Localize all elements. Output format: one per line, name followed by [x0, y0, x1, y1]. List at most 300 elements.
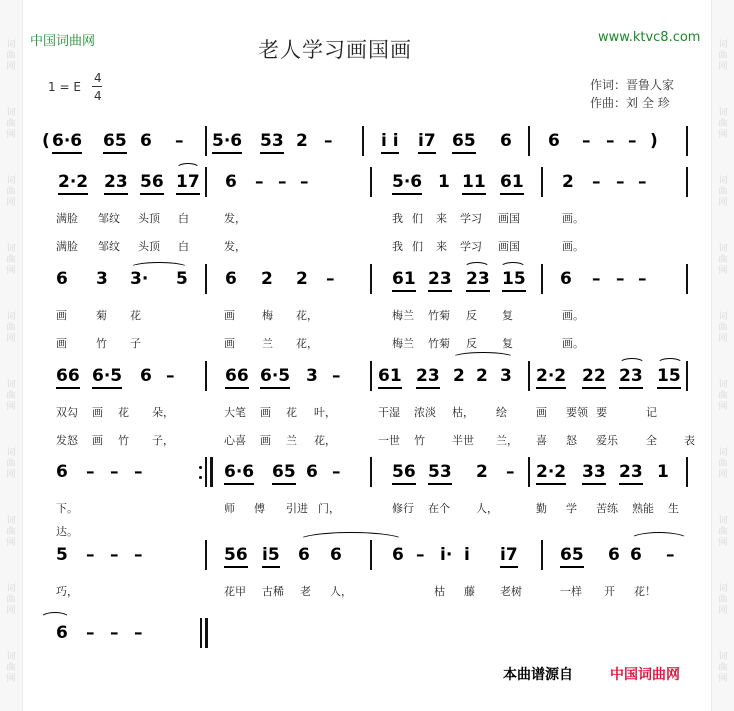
bar-line [686, 126, 688, 156]
note: – [134, 623, 143, 643]
note: 15 [502, 269, 526, 289]
note: – [324, 131, 333, 151]
lyric-syllable: 表 [684, 434, 695, 447]
lyric-syllable: 老 [300, 585, 311, 598]
note: i5 [262, 545, 280, 565]
slur [452, 352, 514, 363]
end-bar-line [200, 618, 202, 648]
note: – [86, 545, 95, 565]
note: 23 [466, 269, 490, 289]
lyric-syllable: 师 [224, 502, 235, 515]
note-underline [500, 566, 518, 568]
lyric-syllable: 枯 [434, 585, 445, 598]
note: 65 [560, 545, 584, 565]
lyric-syllable: 人， [330, 585, 352, 598]
note-underline [462, 193, 486, 195]
note: 65 [103, 131, 127, 151]
note: 2 [296, 131, 308, 151]
lyric-syllable: 人， [476, 502, 498, 515]
note-underline [104, 193, 128, 195]
note: 5 [176, 269, 188, 289]
lyric-syllable: 梅 [262, 309, 273, 322]
lyric-syllable: 引进 [286, 502, 308, 515]
lyric-syllable: 浓淡 [414, 406, 436, 419]
lyric-syllable: 花， [296, 337, 318, 350]
lyric-syllable: 我 [392, 212, 403, 225]
note: – [175, 131, 184, 151]
bar-line [686, 457, 688, 487]
note: 61 [378, 366, 402, 386]
note: – [278, 172, 287, 192]
bar-line [541, 167, 543, 197]
note-underline [416, 387, 440, 389]
note: 6 [225, 172, 237, 192]
note-underline [260, 387, 290, 389]
lyric-syllable: 一样 [560, 585, 582, 598]
lyric-syllable: 兰 [262, 337, 273, 350]
lyric-syllable: 满脸 [56, 212, 78, 225]
note: 56 [224, 545, 248, 565]
note: 6 [56, 623, 68, 643]
watermark-glyph: 词 曲 网 [718, 176, 728, 208]
watermark-glyph: 词 曲 网 [6, 312, 16, 344]
note-underline [418, 152, 436, 154]
note: 3 [306, 366, 318, 386]
repeat-dot [199, 476, 202, 479]
lyric-syllable: 老树 [500, 585, 522, 598]
note: 33 [582, 462, 606, 482]
lyric-syllable: 花甲 [224, 585, 246, 598]
note: 5·6 [392, 172, 423, 192]
watermark-glyph: 词 曲 网 [6, 108, 16, 140]
watermark-glyph: 词 曲 网 [6, 584, 16, 616]
note: 65 [272, 462, 296, 482]
lyric-syllable: 画 [260, 406, 271, 419]
lyric-syllable: 邹纹 [98, 240, 120, 253]
note: – [166, 366, 175, 386]
note: 6 [56, 462, 68, 482]
lyric-syllable: 花， [296, 309, 318, 322]
note-underline [56, 387, 80, 389]
watermark-glyph: 词 曲 网 [6, 516, 16, 548]
note: – [628, 131, 637, 151]
watermark-glyph: 词 曲 网 [6, 448, 16, 480]
lyric-syllable: 竹菊 [428, 309, 450, 322]
repeat-bar-line [205, 457, 207, 487]
note: 2 [476, 366, 488, 386]
note-underline [58, 193, 88, 195]
note-underline [619, 387, 643, 389]
note: 6 [560, 269, 572, 289]
lyric-syllable: 花， [314, 434, 336, 447]
note-underline [452, 152, 476, 154]
note: 22 [582, 366, 606, 386]
note: 65 [452, 131, 476, 151]
watermark-glyph: 词 曲 网 [718, 40, 728, 72]
note: – [110, 462, 119, 482]
bar-line [205, 167, 207, 197]
bar-line [205, 264, 207, 294]
note: – [86, 462, 95, 482]
lyric-syllable: 记 [646, 406, 657, 419]
time-signature-line [92, 86, 102, 87]
lyric-syllable: 兰 [286, 434, 297, 447]
lyric-syllable: 子 [130, 337, 141, 350]
note: 2·2 [536, 462, 567, 482]
lyric-syllable: 绘 [496, 406, 507, 419]
song-title: 老人学习画国画 [258, 38, 412, 62]
note: 6·5 [260, 366, 291, 386]
bar-line [686, 167, 688, 197]
bar-line [686, 264, 688, 294]
note: 6 [630, 545, 642, 565]
note: 66 [56, 366, 80, 386]
lyric-syllable: 巧， [56, 585, 78, 598]
note: 6 [548, 131, 560, 151]
note-underline [619, 483, 643, 485]
lyric-syllable: 画 [92, 406, 103, 419]
note: – [506, 462, 515, 482]
watermark-glyph: 词 曲 网 [718, 652, 728, 684]
tie [630, 532, 688, 547]
note-underline [392, 193, 422, 195]
note-underline [272, 483, 296, 485]
note: 6 [225, 269, 237, 289]
bar-line [528, 126, 530, 156]
note: 23 [428, 269, 452, 289]
note-underline [428, 290, 452, 292]
note: 56 [392, 462, 416, 482]
note: – [616, 269, 625, 289]
lyric-syllable: 双勾 [56, 406, 78, 419]
watermark-glyph: 词 曲 网 [718, 516, 728, 548]
watermark-glyph: 词 曲 网 [6, 244, 16, 276]
lyric-syllable: 发， [224, 240, 246, 253]
note: 5 [56, 545, 68, 565]
note: 6 [608, 545, 620, 565]
note: – [300, 172, 309, 192]
lyric-syllable: 画 [224, 309, 235, 322]
note: i [464, 545, 470, 565]
note-underline [500, 193, 524, 195]
note: 61 [500, 172, 524, 192]
note-underline [52, 152, 82, 154]
lyric-syllable: 发怒 [56, 434, 78, 447]
note: 6 [500, 131, 512, 151]
repeat-bar-line-thick [210, 457, 213, 487]
bar-line [541, 264, 543, 294]
bar-line [686, 361, 688, 391]
note: – [416, 545, 425, 565]
note: ) [650, 131, 658, 151]
watermark-glyph: 词 曲 网 [718, 380, 728, 412]
note: i7 [500, 545, 518, 565]
note-underline [103, 152, 127, 154]
note-underline [176, 193, 200, 195]
watermark-glyph: 词 曲 网 [718, 244, 728, 276]
slur [130, 262, 188, 273]
lyric-syllable: 反 [466, 337, 477, 350]
lyric-syllable: 下。 [56, 502, 78, 515]
lyric-syllable: 画 [260, 434, 271, 447]
lyric-syllable: 梅兰 [392, 309, 414, 322]
bar-line [370, 167, 372, 197]
note: 66 [225, 366, 249, 386]
note: – [86, 623, 95, 643]
lyricist-credit: 作词：晋鲁人家 [590, 78, 675, 92]
note-underline [560, 566, 584, 568]
bar-line [370, 264, 372, 294]
source-credit-site: 中国词曲网 [610, 667, 680, 683]
note: – [616, 172, 625, 192]
watermark-glyph: 词 曲 网 [6, 652, 16, 684]
source-credit: 本曲谱源自 [503, 667, 573, 683]
lyric-syllable: 头顶 [138, 240, 160, 253]
note-underline [92, 387, 122, 389]
lyric-syllable: 白 [178, 212, 189, 225]
note-underline [378, 387, 402, 389]
lyric-syllable: 复 [502, 309, 513, 322]
note: – [666, 545, 675, 565]
bar-line [528, 361, 530, 391]
note-underline [536, 387, 566, 389]
note-underline [140, 193, 164, 195]
note: 23 [619, 462, 643, 482]
note: 6 [298, 545, 310, 565]
note: 53 [428, 462, 452, 482]
note-underline [381, 152, 399, 154]
note: 3 [96, 269, 108, 289]
tie [298, 532, 404, 549]
note-underline [392, 290, 416, 292]
note: – [332, 366, 341, 386]
lyric-syllable: 们 [412, 212, 423, 225]
bar-line [541, 540, 543, 570]
lyric-syllable: 画。 [562, 212, 584, 225]
lyric-syllable: 兰， [496, 434, 518, 447]
lyric-syllable: 白 [178, 240, 189, 253]
note: 61 [392, 269, 416, 289]
note: – [606, 131, 615, 151]
note: 2 [296, 269, 308, 289]
lyric-syllable: 竹 [414, 434, 425, 447]
lyric-syllable: 梅兰 [392, 337, 414, 350]
note-underline [225, 387, 249, 389]
watermark-glyph: 词 曲 网 [718, 584, 728, 616]
lyric-syllable: 画 [56, 337, 67, 350]
note: 3 [500, 366, 512, 386]
lyric-syllable: 门， [318, 502, 340, 515]
note-underline [582, 483, 606, 485]
note: – [638, 172, 647, 192]
note: 6·6 [52, 131, 83, 151]
lyric-syllable: 画 [224, 337, 235, 350]
note: 2 [476, 462, 488, 482]
lyric-syllable: 修行 [392, 502, 414, 515]
lyric-syllable: 半世 [452, 434, 474, 447]
note: 1 [657, 462, 669, 482]
lyric-syllable: 爱乐 [596, 434, 618, 447]
time-signature-top: 4 [94, 71, 102, 85]
note-underline [262, 566, 280, 568]
lyric-syllable: 画国 [498, 240, 520, 253]
note: – [255, 172, 264, 192]
note: – [592, 269, 601, 289]
lyric-syllable: 竹 [118, 434, 129, 447]
note: 11 [462, 172, 486, 192]
note-underline [428, 483, 452, 485]
watermark-glyph: 词 曲 网 [6, 380, 16, 412]
lyric-syllable: 菊 [96, 309, 107, 322]
note: 2 [261, 269, 273, 289]
note: 6·5 [92, 366, 123, 386]
lyric-syllable: 生 [668, 502, 679, 515]
lyric-syllable: 心喜 [224, 434, 246, 447]
note-underline [582, 387, 606, 389]
lyric-syllable: 画。 [562, 240, 584, 253]
bar-line [205, 126, 207, 156]
note: – [134, 462, 143, 482]
note: 6 [330, 545, 342, 565]
repeat-dot [199, 466, 202, 469]
note: 6 [306, 462, 318, 482]
slur [619, 358, 645, 369]
note: 6 [56, 269, 68, 289]
note: 23 [104, 172, 128, 192]
bar-line [205, 361, 207, 391]
note: – [592, 172, 601, 192]
lyric-syllable: 藤 [464, 585, 475, 598]
lyric-syllable: 达。 [56, 525, 78, 538]
lyric-syllable: 头顶 [138, 212, 160, 225]
note-underline [392, 483, 416, 485]
note: i· [440, 545, 453, 565]
lyric-syllable: 干湿 [378, 406, 400, 419]
slur [464, 262, 490, 273]
lyric-syllable: 学 [566, 502, 577, 515]
note: – [110, 545, 119, 565]
composer-credit: 作曲：刘 全 珍 [590, 96, 670, 110]
note-underline [466, 290, 490, 292]
slur [657, 358, 683, 369]
watermark-glyph: 词 曲 网 [6, 40, 16, 72]
time-signature-bottom: 4 [94, 89, 102, 103]
bar-line [370, 361, 372, 391]
lyric-syllable: 画 [56, 309, 67, 322]
note: 17 [176, 172, 200, 192]
note: 23 [619, 366, 643, 386]
note: 6 [392, 545, 404, 565]
lyric-syllable: 子， [152, 434, 174, 447]
lyric-syllable: 在个 [428, 502, 450, 515]
lyric-syllable: 花 [130, 309, 141, 322]
note-underline [260, 152, 284, 154]
bar-line [528, 457, 530, 487]
lyric-syllable: 大笔 [224, 406, 246, 419]
lyric-syllable: 喜 [536, 434, 547, 447]
lyric-syllable: 花 [286, 406, 297, 419]
lyric-syllable: 苦练 [596, 502, 618, 515]
note: – [582, 131, 591, 151]
note: – [638, 269, 647, 289]
lyric-syllable: 熟能 [632, 502, 654, 515]
lyric-syllable: 画 [92, 434, 103, 447]
note: – [134, 545, 143, 565]
note: 6 [140, 131, 152, 151]
lyric-syllable: 邹纹 [98, 212, 120, 225]
note: i i [381, 131, 399, 151]
lyric-syllable: 发， [224, 212, 246, 225]
lyric-syllable: 反 [466, 309, 477, 322]
lyric-syllable: 要 [596, 406, 607, 419]
lyric-syllable: 复 [502, 337, 513, 350]
note-underline [212, 152, 242, 154]
site-url-right: www.ktvc8.com [598, 30, 701, 45]
watermark-glyph: 词 曲 网 [6, 176, 16, 208]
watermark-glyph: 词 曲 网 [718, 448, 728, 480]
note: 2 [562, 172, 574, 192]
note-underline [657, 387, 681, 389]
tie [40, 612, 70, 625]
lyric-syllable: 来 [436, 212, 447, 225]
note: 6 [140, 366, 152, 386]
lyric-syllable: 画。 [562, 337, 584, 350]
lyric-syllable: 学习 [460, 240, 482, 253]
lyric-syllable: 我 [392, 240, 403, 253]
note: – [326, 269, 335, 289]
lyric-syllable: 花 [118, 406, 129, 419]
lyric-syllable: 朵， [152, 406, 174, 419]
lyric-syllable: 满脸 [56, 240, 78, 253]
note: 53 [260, 131, 284, 151]
note-underline [224, 483, 254, 485]
note: 2 [453, 366, 465, 386]
lyric-syllable: 学习 [460, 212, 482, 225]
note: 3· [130, 269, 149, 289]
note: 2·2 [536, 366, 567, 386]
key-signature: 1 = E [48, 80, 81, 94]
slur [500, 262, 526, 273]
lyric-syllable: 画 [536, 406, 547, 419]
lyric-syllable: 画。 [562, 309, 584, 322]
site-name-left: 中国词曲网 [30, 34, 96, 49]
note: 15 [657, 366, 681, 386]
note-underline [224, 566, 248, 568]
lyric-syllable: 竹 [96, 337, 107, 350]
watermark-glyph: 词 曲 网 [718, 312, 728, 344]
lyric-syllable: 画国 [498, 212, 520, 225]
note: 1 [438, 172, 450, 192]
lyric-syllable: 来 [436, 240, 447, 253]
lyric-syllable: 全 [646, 434, 657, 447]
lyric-syllable: 竹菊 [428, 337, 450, 350]
note: 2·2 [58, 172, 89, 192]
lyric-syllable: 要领 [566, 406, 588, 419]
note: 56 [140, 172, 164, 192]
slur [176, 163, 200, 174]
lyric-syllable: 们 [412, 240, 423, 253]
note: i7 [418, 131, 436, 151]
note-underline [536, 483, 566, 485]
note: 6·6 [224, 462, 255, 482]
note: – [110, 623, 119, 643]
bar-line [362, 126, 364, 156]
lyric-syllable: 傅 [254, 502, 265, 515]
note: ( [42, 131, 50, 151]
note-underline [502, 290, 526, 292]
note: 23 [416, 366, 440, 386]
lyric-syllable: 开 [604, 585, 615, 598]
